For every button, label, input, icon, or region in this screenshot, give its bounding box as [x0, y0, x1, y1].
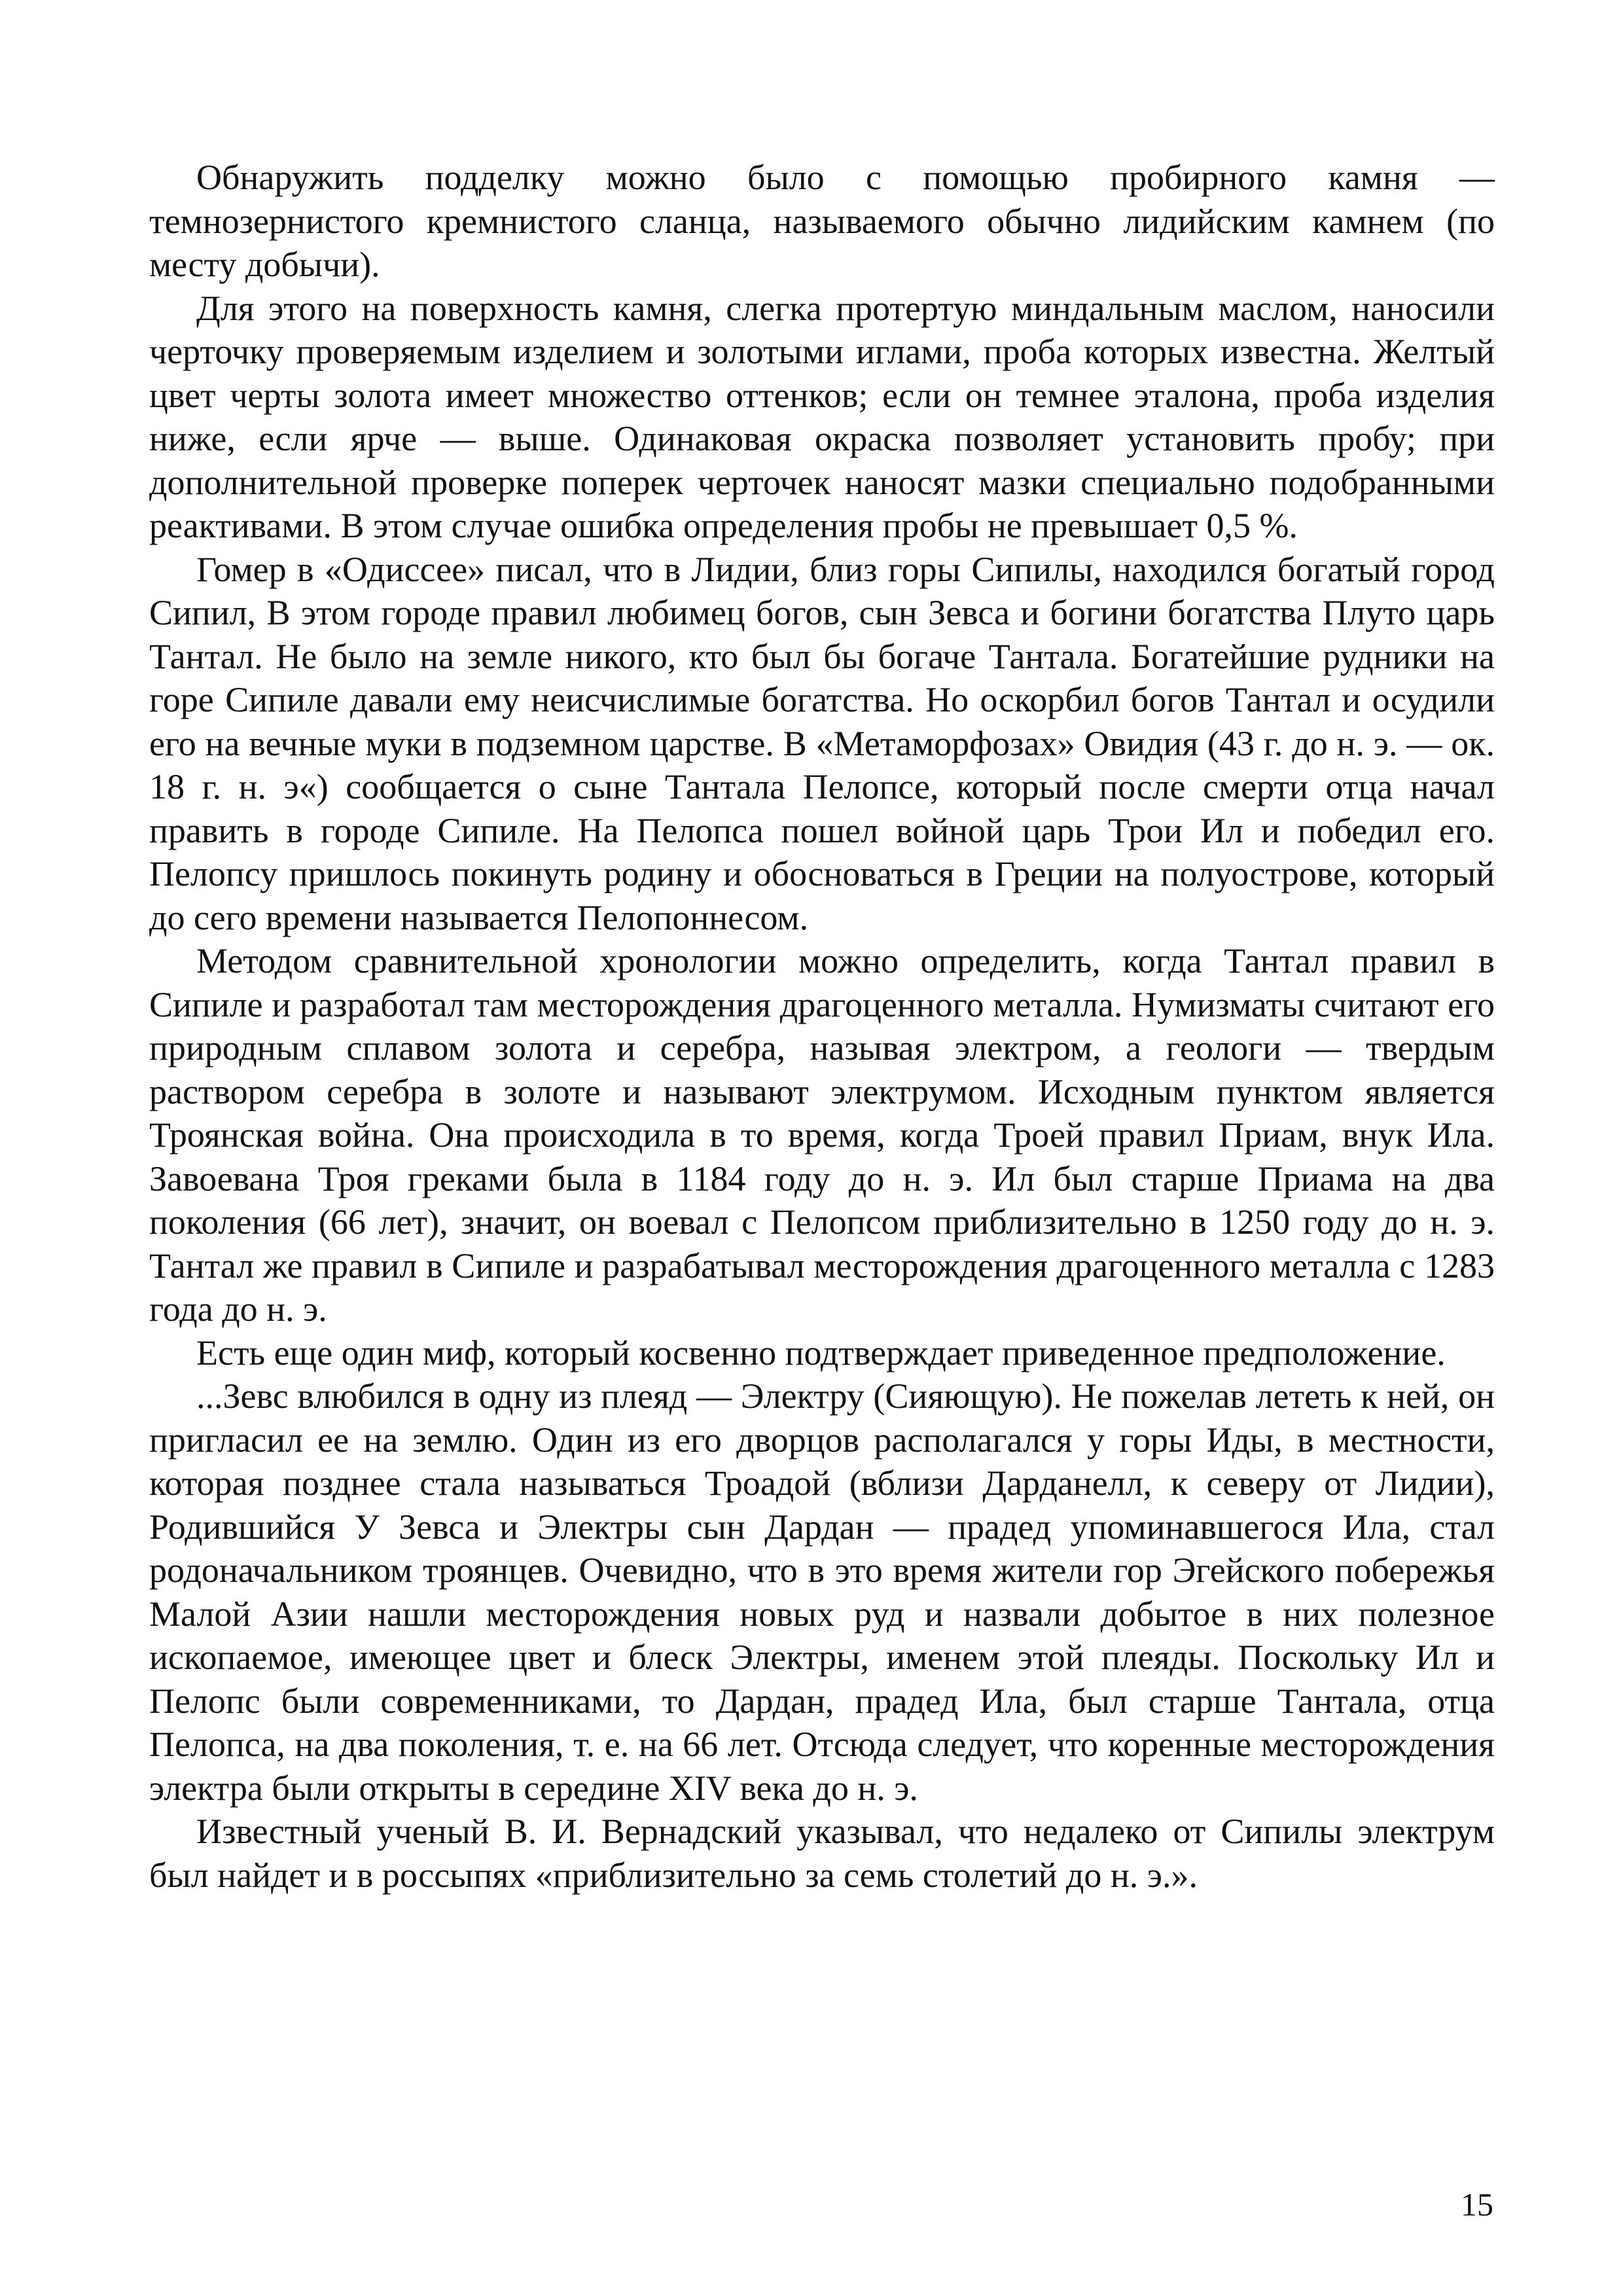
paragraph-touchstone: Обнаружить подделку можно было с помощью пробирного камня — темнозернистого кремнистого сланца, называемого обычно лидийским камнем (по месту добычи). [149, 158, 1495, 284]
page-number: 15 [1461, 2186, 1493, 2223]
paragraph-chronology: Методом сравнительной хронологии можно определить, когда Тантал правил в Сипиле и разработал там месторождения драгоценного металла. Нумизматы считают его природным сплавом золота и серебра, называя электром, а геологи — твердым раствором серебра в золоте и называют электрумом. Исходным пунктом является Троянская война. Она происходила в то время, когда Троей правил Приам, внук Ила. Завоевана Троя греками была в 1184 году до н. э. Ил был старше Приама на два поколения (66 лет), значит, он воевал с Пелопсом приблизительно в 1250 году до н. э. Тантал же правил в Сипиле и разрабатывал месторождения драгоценного металла с 1283 года до н. э. [149, 941, 1495, 1329]
body-text [149, 156, 1495, 1897]
paragraph-homer-tantalus: Гомер в «Одиссее» писал, что в Лидии, близ горы Сипилы, находился богатый город Сипил, В этом городе правил любимец богов, сын Зевса и богини богатства Плуто царь Тантал. Не было на земле никого, кто был бы богаче Тантала. Богатейшие рудники на горе Сипиле давали ему неисчислимые богатства. Но оскорбил богов Тантал и осудили его на вечные муки в подземном царстве. В «Метаморфозах» Овидия (43 г. до н. э. — ок. 18 г. н. э«) сообщается о сыне Тантала Пелопсе, который после смерти отца начал править в городе Сипиле. На Пелопса пошел войной царь Трои Ил и победил его. Пелопсу пришлось покинуть родину и обосноваться в Греции на полуострове, который до сего времени называется Пелопоннесом. [149, 549, 1495, 937]
paragraph-zeus-electra: ...Зевс влюбился в одну из плеяд — Электру (Сияющую). Не пожелав лететь к ней, он пригласил ее на землю. Один из его дворцов располагался у горы Иды, в местности, которая позднее стала называться Троадой (вблизи Дарданелл, к северу от Лидии), Родившийся У Зевса и Электры сын Дардан — прадед упоминавшегося Ила, стал родоначальником троянцев. Очевидно, что в это время жители гор Эгейского побережья Малой Азии нашли месторождения новых руд и назвали добытое в них полезное ископаемое, имеющее цвет и блеск Электры, именем этой плеяды. Поскольку Ил и Пелопс были современниками, то Дардан, прадед Ила, был старше Тантала, отца Пелопса, на два поколения, т. е. на 66 лет. Отсюда следует, что коренные месторождения электра были открыты в середине XIV века до н. э. [149, 1376, 1495, 1808]
paragraph-assay-method: Для этого на поверхность камня, слегка протертую миндальным маслом, наносили черточку проверяемым изделием и золотыми иглами, проба которых известна. Желтый цвет черты золота имеет множество оттенков; если он темнее эталона, проба изделия ниже, если ярче — выше. Одинаковая окраска позволяет установить пробу; при дополнительной проверке поперек черточек наносят мазки специально подобранными реактивами. В этом случае ошибка определения пробы не превышает 0,5 %. [149, 288, 1495, 545]
paragraph-vernadsky: Известный ученый В. И. Вернадский указывал, что недалеко от Сипилы электрум был найдет и в россыпях «приблизительно за семь столетий до н. э.». [149, 1812, 1495, 1895]
paragraph-myth-intro: Есть еще один миф, который косвенно подтверждает приведенное предположение. [196, 1333, 1446, 1372]
